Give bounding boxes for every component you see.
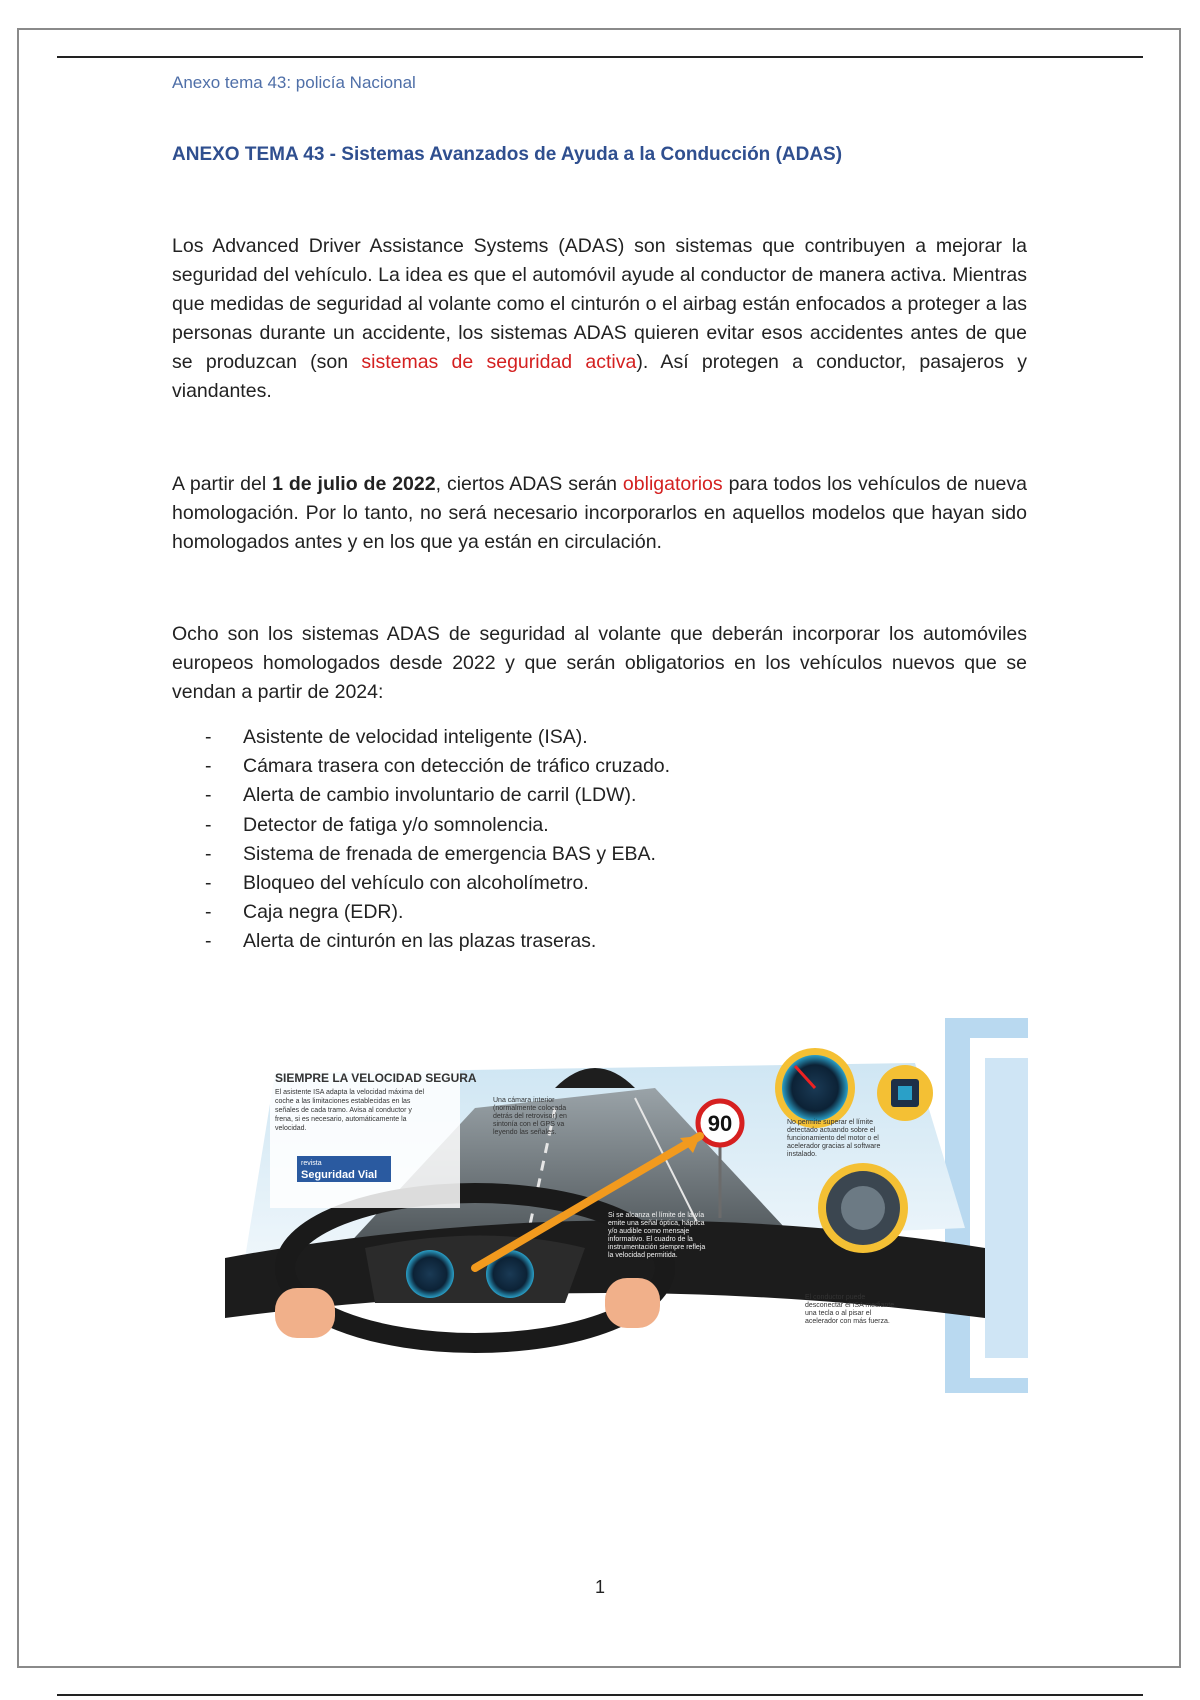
list-item [205,752,1005,781]
highlight-mandatory: obligatorios [622,473,723,495]
limit-caption-line: instalado. [787,1151,817,1158]
bold-date: 1 de julio de 2022 [272,473,436,495]
limit-caption-line: acelerador gracias al software [787,1143,881,1150]
camera-caption-line: sintonía con el GPS va [493,1121,565,1128]
list-item [205,927,1005,956]
list-bullet: - [205,784,212,807]
limit-caption-line: detectado actuando sobre el [787,1127,876,1134]
list-item-text: Caja negra (EDR). [243,901,404,924]
alert-caption-line: emite una señal óptica, háptica [608,1220,705,1227]
alert-caption-line: informativo. El cuadro de la [608,1236,693,1243]
list-bullet: - [205,755,212,778]
hand-left [275,1288,335,1338]
isa-infographic [225,1018,1028,1393]
list-item-text: Cámara trasera con detección de tráfico cruzado. [243,755,671,778]
list-item-text: Bloqueo del vehículo con alcoholímetro. [243,872,589,895]
hand-right [605,1278,660,1328]
list-item [205,781,1005,810]
isa-infographic-drawing [225,1018,1028,1393]
intro-line: El asistente ISA adapta la velocidad máxima del [275,1089,425,1096]
list-item [205,811,1005,840]
magazine-logo-text: Seguridad Vial [301,1169,378,1181]
running-head: Anexo tema 43: policía Nacional [172,73,416,92]
paragraph-text: , ciertos ADAS serán [435,473,623,495]
pedal-center [841,1186,885,1230]
chip-core [898,1086,912,1100]
override-caption-line: El conductor puede [805,1294,866,1301]
paragraph-text: para todos los vehículos de nueva homologación. Por lo tanto, no será necesario incorporarlos en aquellos modelos que hayan sido homologados antes y en los que ya están en circulación. [172,473,1027,553]
adas-systems-list [205,723,1005,957]
camera-caption-line: Una cámara interior [493,1097,555,1104]
list-bullet: - [205,726,212,748]
speed-limit-value: 90 [707,1111,733,1136]
list-item-text: Alerta de cinturón en las plazas traseras. [243,930,597,953]
paragraph-text: A partir del [172,473,273,495]
list-bullet: - [205,901,212,924]
footer-rule [57,1694,1143,1696]
intro-line: coche a las limitaciones establecidas en las [275,1098,411,1105]
list-item-text: Sistema de frenada de emergencia BAS y EBA. [243,842,656,865]
alert-caption-line: instrumentación siempre refleja [608,1244,706,1251]
infographic-heading: SIEMPRE LA VELOCIDAD SEGURA [275,1071,477,1085]
list-item [205,898,1005,927]
intro-line: frena, si es necesario, automáticamente la [275,1116,407,1123]
magazine-logo-small-text: revista [301,1160,322,1167]
page-number: 1 [594,1577,605,1597]
paragraph-text: ). Así protegen a conductor, pasajeros y viandantes. [172,351,1027,402]
alert-caption-line: la velocidad permitida. [608,1252,678,1259]
camera-caption-line: leyendo las señales. [493,1129,557,1136]
speedometer-icon [406,1250,454,1298]
intro-line: velocidad. [275,1125,307,1132]
document-title: ANEXO TEMA 43 - Sistemas Avanzados de Ayuda a la Conducción (ADAS) [172,144,843,165]
limit-caption-line: No permite superar el límite [787,1119,873,1126]
list-bullet: - [205,930,212,953]
list-item [205,723,1005,752]
camera-caption-line: (normalmente colocada [493,1105,567,1112]
override-caption-line: acelerador con más fuerza. [805,1318,890,1325]
paragraph-text: Los Advanced Driver Assistance Systems (ADAS) son sistemas que contribuyen a mejorar la seguridad del vehículo. La idea es que el automóvil ayude al conductor de manera activa. Mientras que medidas de seguridad al volante como el cinturón o el airbag están enfocados a proteger a las personas durante un accidente, los sistemas ADAS quieren evitar esos accidentes antes de que se produzcan (son [172,235,1027,373]
background-stripe [985,1058,1028,1358]
highlight-active-safety: sistemas de seguridad activa [361,351,637,373]
paragraph-mandatory-date [172,470,1027,557]
paragraph-adas-definition [172,232,1027,406]
alert-caption-line: Si se alcanza el límite de la vía [608,1212,705,1219]
list-item [205,840,1005,869]
header-rule [57,56,1143,58]
list-item-text: Asistente de velocidad inteligente (ISA). [243,726,588,748]
limit-caption-line: funcionamiento del motor o el [787,1135,879,1142]
list-bullet: - [205,842,212,865]
list-item-text: Alerta de cambio involuntario de carril (LDW). [243,784,637,807]
list-bullet: - [205,813,212,836]
override-caption-line: una tecla o al pisar el [805,1310,872,1317]
override-caption-line: desconectar el ISA mediante [805,1302,895,1309]
list-item-text: Detector de fatiga y/o somnolencia. [243,813,549,836]
intro-line: señales de cada tramo. Avisa al conductor y [275,1107,412,1114]
list-bullet: - [205,872,212,895]
paragraph-eight-systems: Ocho son los sistemas ADAS de seguridad al volante que deberán incorporar los automóviles europeos homologados desde 2022 y que serán obligatorios en los vehículos nuevos que se vendan a partir de 2024: [172,623,1027,703]
camera-caption-line: detrás del retrovisor) en [493,1113,567,1120]
list-item [205,869,1005,898]
alert-caption-line: y/o audible como mensaje [608,1228,690,1235]
